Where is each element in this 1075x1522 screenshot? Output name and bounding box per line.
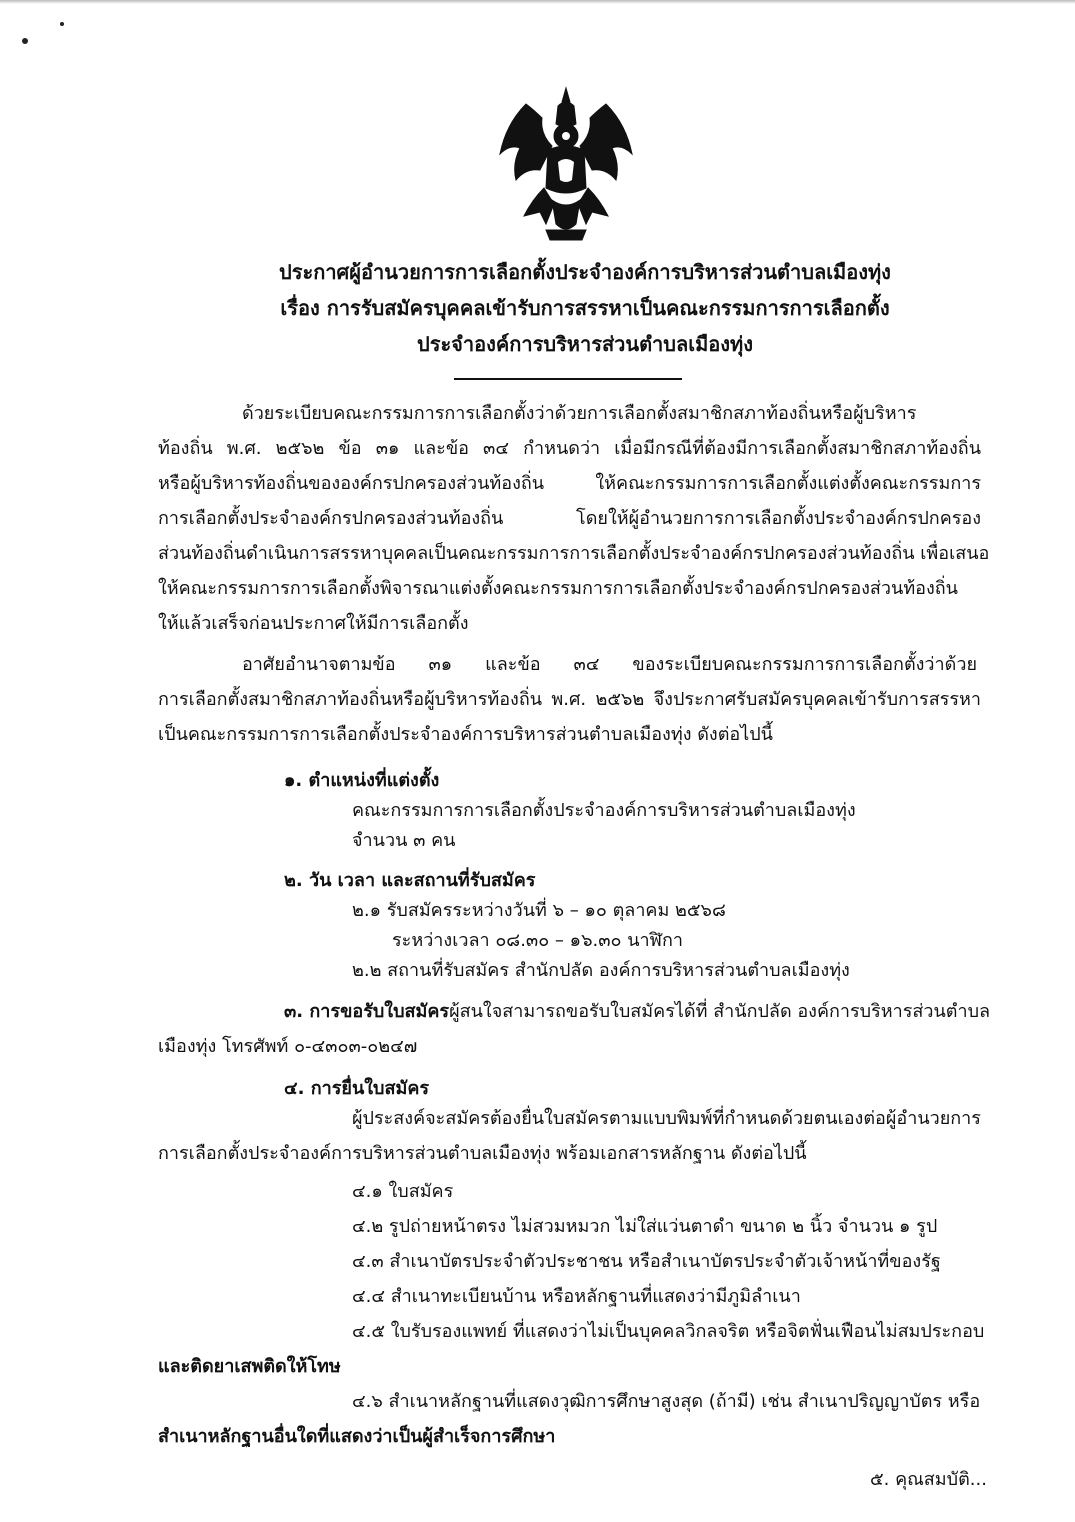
para1-line: ด้วยระเบียบคณะกรรมการการเลือกตั้งว่าด้วยการเลือกตั้งสมาชิกสภาท้องถิ่นหรือผู้บริหาร [242,403,917,424]
list-item: ๔.๒ รูปถ่ายหน้าตรง ไม่สวมหมวก ไม่ใส่แว่นตาดำ ขนาด ๒ นิ้ว จำนวน ๑ รูป [352,1216,938,1237]
section-text: ผู้สนใจสามารถขอรับใบสมัครได้ที่ สำนักปลัด องค์การบริหารส่วนตำบล [449,1001,991,1022]
para2-line: อาศัยอำนาจตามข้อ ๓๑ และข้อ ๓๔ ของระเบียบคณะกรรมการการเลือกตั้งว่าด้วย [242,654,977,675]
section-text: เมืองทุ่ง โทรศัพท์ ๐-๔๓๐๓-๐๒๔๗ [158,1036,418,1057]
section-text: ๒.๑ รับสมัครระหว่างวันที่ ๖ – ๑๐ ตุลาคม ๒๕๖๘ [352,900,726,921]
section-heading: ๑. ตำแหน่งที่แต่งตั้ง [284,770,440,791]
continuation-note: ๕. คุณสมบัติ... [870,1469,987,1490]
para2-line: เป็นคณะกรรมการการเลือกตั้งประจำองค์การบริหารส่วนตำบลเมืองทุ่ง ดังต่อไปนี้ [158,724,773,745]
para1-line: ให้แล้วเสร็จก่อนประกาศให้มีการเลือกตั้ง [158,613,469,634]
section-text: ผู้ประสงค์จะสมัครต้องยื่นใบสมัครตามแบบพิมพ์ที่กำหนดด้วยตนเองต่อผู้อำนวยการ [352,1108,981,1129]
garuda-emblem-icon [486,84,646,244]
title-line: ประกาศผู้อำนวยการการเลือกตั้งประจำองค์การบริหารส่วนตำบลเมืองทุ่ง [279,260,891,284]
section-heading: ๔. การยื่นใบสมัคร [284,1078,430,1099]
list-item: ๔.๔ สำเนาทะเบียนบ้าน หรือหลักฐานที่แสดงว่ามีภูมิลำเนา [352,1286,801,1307]
title-divider [454,378,682,380]
section-heading: ๓. การขอรับใบสมัคร [284,1001,450,1022]
para2-line: การเลือกตั้งสมาชิกสภาท้องถิ่นหรือผู้บริหารท้องถิ่น พ.ศ. ๒๕๖๒ จึงประกาศรับสมัครบุคคลเข้ารับการสรรหา [158,689,981,710]
para1-line: ส่วนท้องถิ่นดำเนินการสรรหาบุคคลเป็นคณะกรรมการการเลือกตั้งประจำองค์กรปกครองส่วนท้องถิ่น เพื่อเสนอ [158,543,990,564]
title-line: เรื่อง การรับสมัครบุคคลเข้ารับการสรรหาเป็นคณะกรรมการการเลือกตั้ง [280,296,890,320]
para1-line: หรือผู้บริหารท้องถิ่นขององค์กรปกครองส่วนท้องถิ่น ให้คณะกรรมการการเลือกตั้งแต่งตั้งคณะกรรมการ [158,473,981,494]
scan-speck [60,22,64,26]
list-item-cont: สำเนาหลักฐานอื่นใดที่แสดงว่าเป็นผู้สำเร็จการศึกษา [158,1426,556,1447]
section-heading: ๒. วัน เวลา และสถานที่รับสมัคร [284,870,536,891]
section-text: คณะกรรมการการเลือกตั้งประจำองค์การบริหารส่วนตำบลเมืองทุ่ง [352,800,856,821]
section-text: ระหว่างเวลา ๐๘.๓๐ – ๑๖.๓๐ นาฬิกา [392,930,683,951]
para1-line: ท้องถิ่น พ.ศ. ๒๕๖๒ ข้อ ๓๑ และข้อ ๓๔ กำหนดว่า เมื่อมีกรณีที่ต้องมีการเลือกตั้งสมาชิกสภาท้องถิ่น [158,438,981,459]
list-item-cont: และติดยาเสพติดให้โทษ [158,1356,341,1377]
list-item: ๔.๑ ใบสมัคร [352,1181,454,1202]
section-text: การเลือกตั้งประจำองค์การบริหารส่วนตำบลเมืองทุ่ง พร้อมเอกสารหลักฐาน ดังต่อไปนี้ [158,1143,807,1164]
title-line: ประจำองค์การบริหารส่วนตำบลเมืองทุ่ง [417,332,753,356]
list-item: ๔.๖ สำเนาหลักฐานที่แสดงวุฒิการศึกษาสูงสุด (ถ้ามี) เช่น สำเนาปริญญาบัตร หรือ [352,1391,981,1412]
list-item: ๔.๕ ใบรับรองแพทย์ ที่แสดงว่าไม่เป็นบุคคลวิกลจริต หรือจิตฟั่นเฟือนไม่สมประกอบ [352,1321,985,1342]
scan-edge [0,0,1075,4]
para1-line: การเลือกตั้งประจำองค์กรปกครองส่วนท้องถิ่น โดยให้ผู้อำนวยการการเลือกตั้งประจำองค์กรปกครอง [158,508,981,529]
para1-line: ให้คณะกรรมการการเลือกตั้งพิจารณาแต่งตั้งคณะกรรมการการเลือกตั้งประจำองค์กรปกครองส่วนท้องถิ่น [158,578,958,599]
sec3-line [284,998,991,1026]
section-text: ๒.๒ สถานที่รับสมัคร สำนักปลัด องค์การบริหารส่วนตำบลเมืองทุ่ง [352,960,850,981]
scan-speck [22,38,28,44]
section-text: จำนวน ๓ คน [352,830,456,851]
list-item: ๔.๓ สำเนาบัตรประจำตัวประชาชน หรือสำเนาบัตรประจำตัวเจ้าหน้าที่ของรัฐ [352,1251,941,1272]
